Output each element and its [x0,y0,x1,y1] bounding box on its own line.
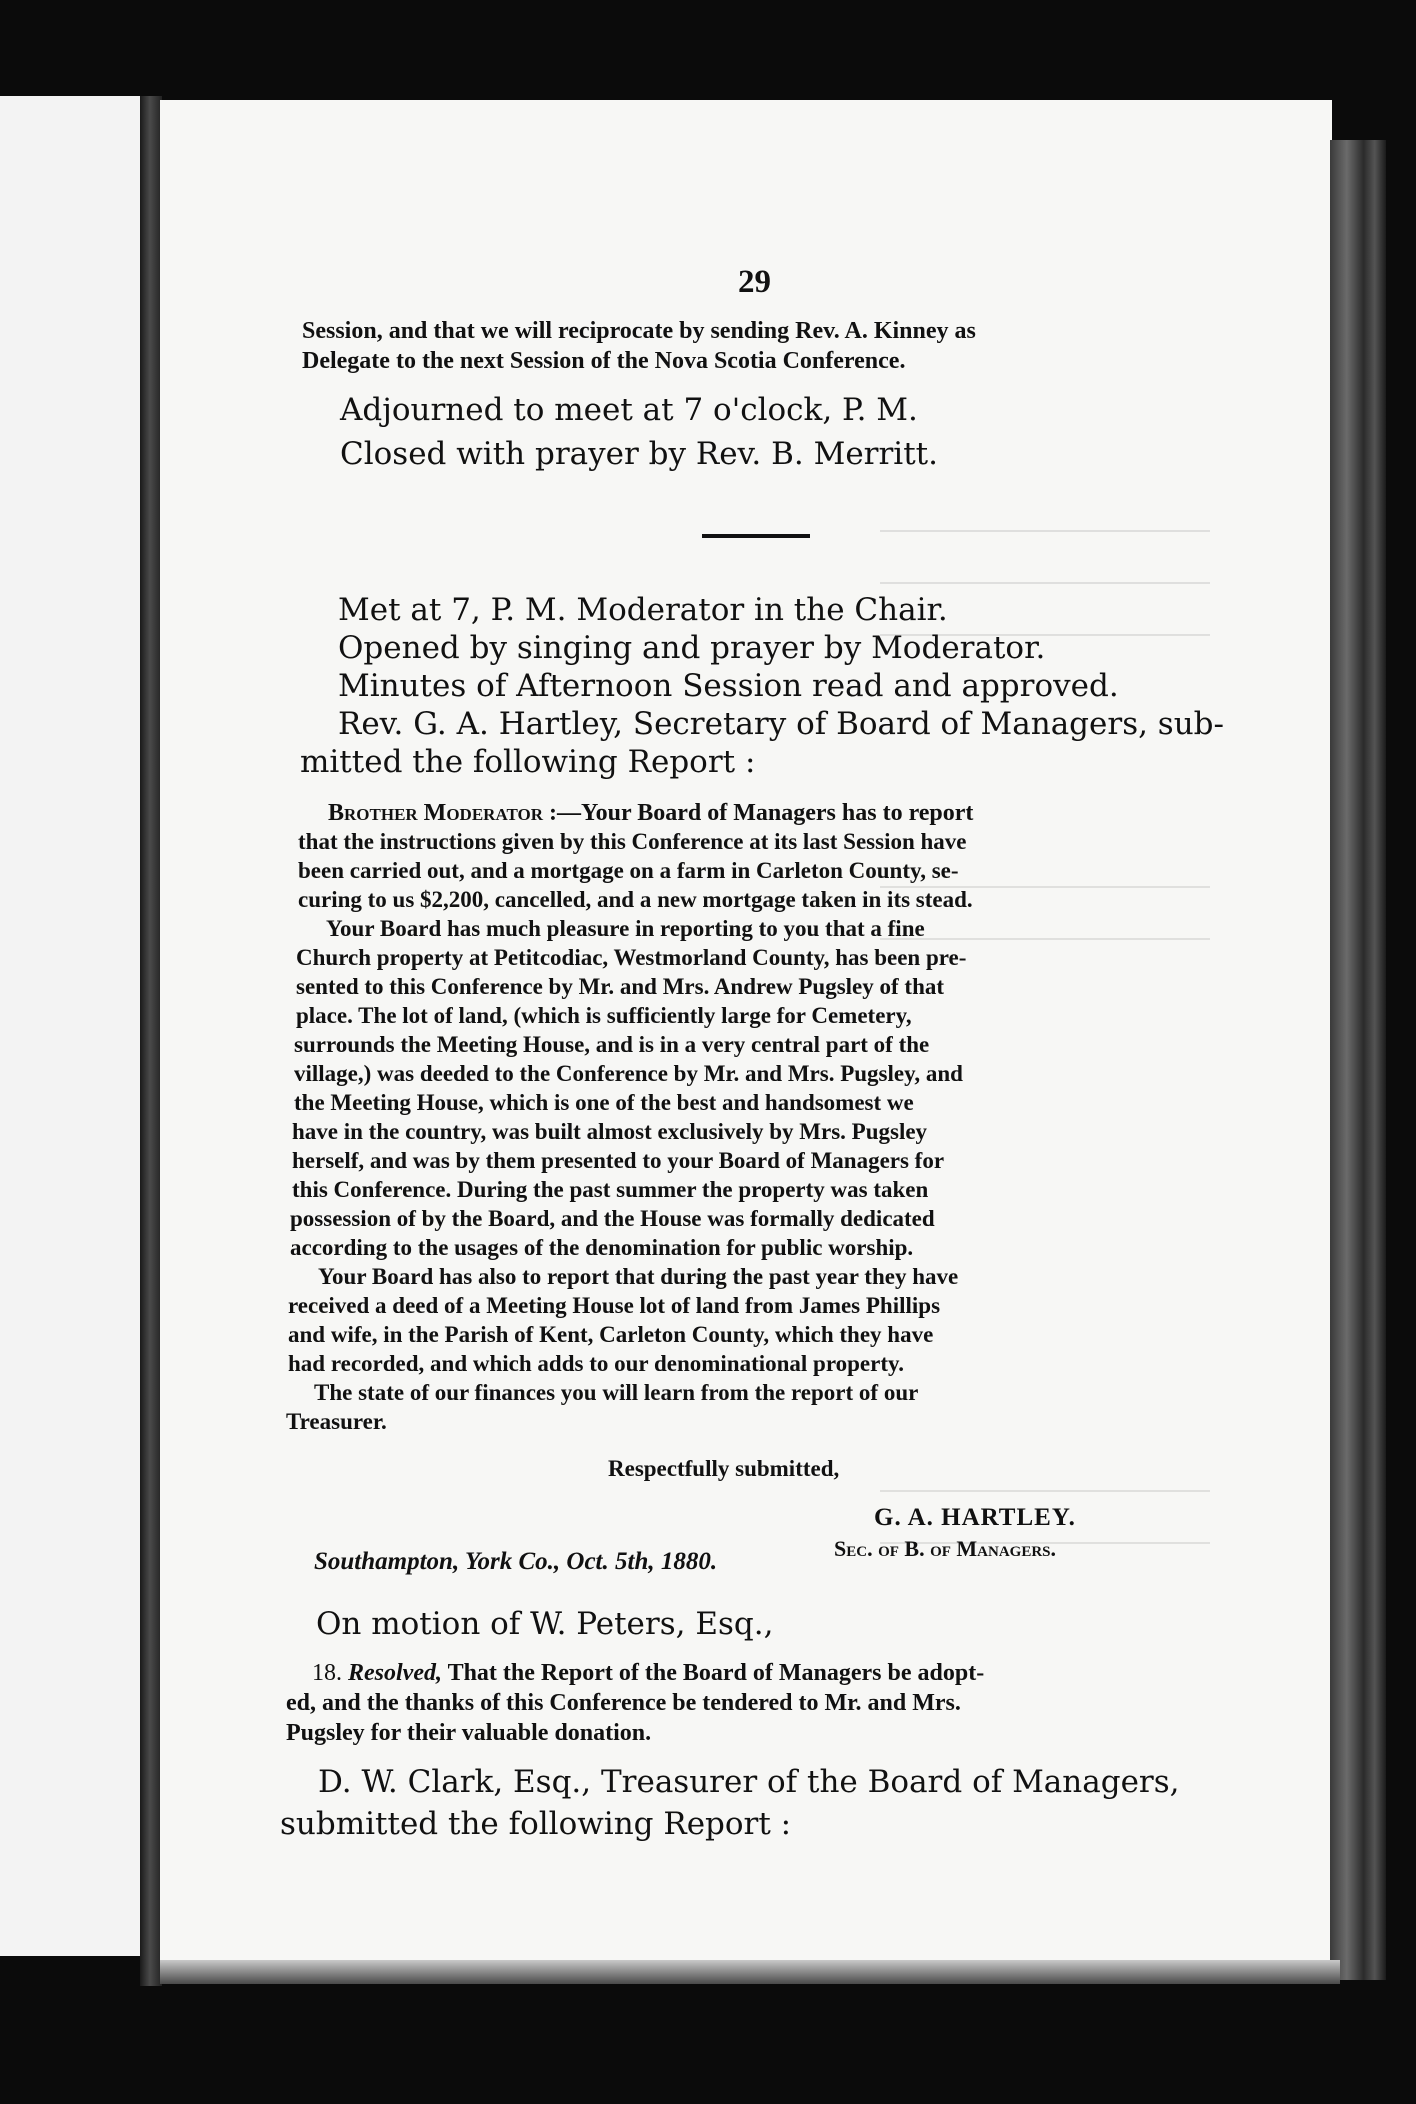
report-line-8: place. The lot of land, (which is sufficiently large for Cemetery, [296,1003,912,1028]
report-signature-title: Sec. of B. of Managers. [834,1536,1057,1561]
report-line-14: this Conference. During the past summer the property was taken [292,1177,929,1202]
resolution-number: 18. [312,1660,342,1686]
report-line-5: Your Board has much pleasure in reporting to you that a fine [326,916,925,941]
report-line-15: possession of by the Board, and the House was formally dedicated [290,1206,935,1231]
report-line-3: been carried out, and a mortgage on a farm in Carleton County, se- [298,858,959,883]
report-line-22: Treasurer. [286,1409,387,1434]
opening-line-2: Delegate to the next Session of the Nova Scotia Conference. [302,348,906,374]
report-line-11: the Meeting House, which is one of the best and handsomest we [294,1090,914,1115]
facing-page [0,96,140,1956]
report-line-17: Your Board has also to report that during the past year they have [318,1264,959,1289]
evening-line-2: Opened by singing and prayer by Moderator. [338,630,1046,666]
evening-line-5: mitted the following Report : [300,744,756,780]
report-line-18: received a deed of a Meeting House lot of land from James Phillips [288,1293,941,1318]
adjournment-line-2: Closed with prayer by Rev. B. Merritt. [340,436,938,472]
report-place-date: Southampton, York Co., Oct. 5th, 1880. [314,1548,718,1575]
resolution-word: Resolved, [348,1660,442,1686]
section-divider [702,534,810,538]
report-line-20: had recorded, and which adds to our denominational property. [288,1351,904,1376]
report-line-12: have in the country, was built almost exclusively by Mrs. Pugsley [292,1119,928,1144]
treasurer-line-2: submitted the following Report : [280,1806,792,1842]
page-bottom-edge [160,1960,1340,1984]
report-line-16: according to the usages of the denomination for public worship. [290,1235,914,1260]
report-line-21: The state of our finances you will learn from the report of our [314,1380,919,1405]
report-line-9: surrounds the Meeting House, and is in a very central part of the [294,1032,930,1057]
evening-line-3: Minutes of Afternoon Session read and approved. [338,668,1119,704]
page-edge [1330,140,1386,1980]
report-line-19: and wife, in the Parish of Kent, Carleton County, which they have [288,1322,934,1347]
report-line-13: herself, and was by them presented to your Board of Managers for [292,1148,945,1173]
report-salutation: Brother Moderator : [328,800,557,826]
treasurer-line-1: D. W. Clark, Esq., Treasurer of the Board of Managers, [318,1764,1180,1800]
evening-line-4: Rev. G. A. Hartley, Secretary of Board of Managers, sub- [338,706,1224,742]
motion-line: On motion of W. Peters, Esq., [316,1606,774,1642]
adjournment-line-1: Adjourned to meet at 7 o'clock, P. M. [340,392,918,428]
resolution-line-2: ed, and the thanks of this Conference be tendered to Mr. and Mrs. [286,1690,961,1716]
resolution-line-3: Pugsley for their valuable donation. [286,1720,652,1746]
evening-line-1: Met at 7, P. M. Moderator in the Chair. [338,592,948,628]
report-closing: Respectfully submitted, [608,1456,840,1481]
report-line-6: Church property at Petitcodiac, Westmorland County, has been pre- [296,945,967,970]
report-line-4: curing to us $2,200, cancelled, and a new mortgage taken in its stead. [298,887,973,912]
page-number: 29 [738,264,771,300]
report-line-10: village,) was deeded to the Conference by Mr. and Mrs. Pugsley, and [294,1061,963,1086]
book-gutter [140,96,162,1986]
resolution-text-1: That the Report of the Board of Managers be adopt- [447,1660,985,1686]
report-line-2: that the instructions given by this Conference at its last Session have [298,829,967,854]
resolution-line-1 [312,1660,984,1687]
report-first-line: —Your Board of Managers has to report [557,800,974,826]
opening-line-1: Session, and that we will reciprocate by sending Rev. A. Kinney as [302,318,976,344]
report-line-7: sented to this Conference by Mr. and Mrs. Andrew Pugsley of that [296,974,945,999]
report-signature: G. A. HARTLEY. [874,1504,1076,1531]
report-line-1 [328,800,973,827]
